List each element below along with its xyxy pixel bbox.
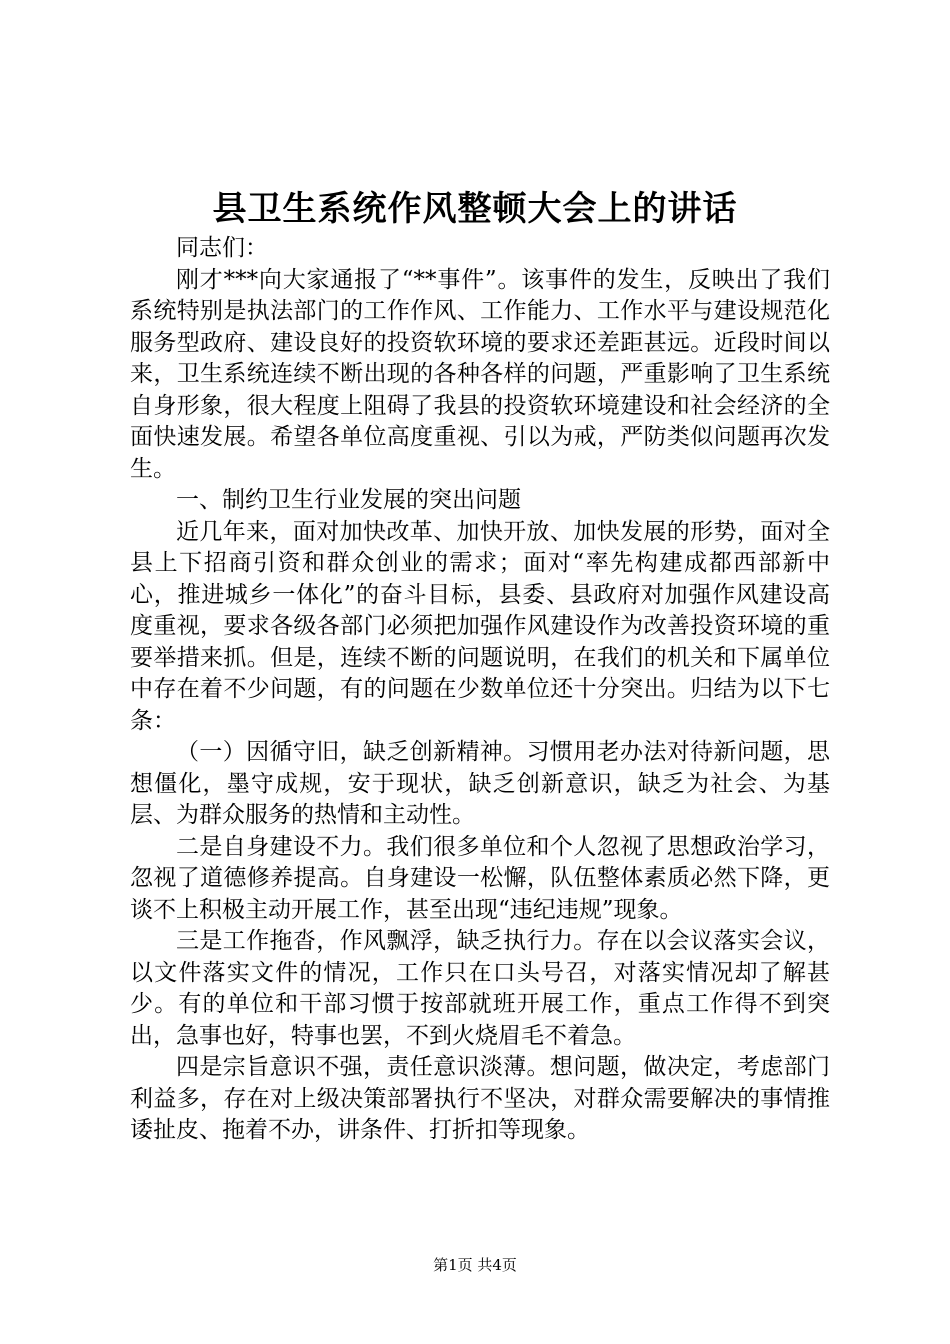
document-title: 县卫生系统作风整顿大会上的讲话 bbox=[212, 189, 738, 229]
paragraph-salutation: 同志们： bbox=[176, 235, 268, 261]
section-heading: 一、制约卫生行业发展的突出问题 bbox=[176, 487, 521, 513]
paragraph-problem-1: （一）因循守旧，缺乏创新精神。习惯用老办法对待新问题，思想僵化，墨守成规，安于现状，缺乏创新意识，缺乏为社会、为基层、为群众服务的热情和主动性。 bbox=[130, 739, 830, 828]
page-number-footer: 第1页 共4页 bbox=[433, 1256, 517, 1274]
paragraph-background: 近几年来，面对加快改革、加快开放、加快发展的形势，面对全县上下招商引资和群众创业的需求；面对“率先构建成都西部新中心，推进城乡一体化”的奋斗目标，县委、县政府对加强作风建设高度重视，要求各级各部门必须把加强作风建设作为改善投资环境的重要举措来抓。但是，连续不断的问题说明，在我们的机关和下属单位中存在着不少问题，有的问题在少数单位还十分突出。归结为以下七条： bbox=[130, 518, 830, 734]
paragraph-problem-4: 四是宗旨意识不强，责任意识淡薄。想问题，做决定，考虑部门利益多，存在对上级决策部署执行不坚决，对群众需要解决的事情推诿扯皮、拖着不办，讲条件、打折扣等现象。 bbox=[130, 1054, 830, 1143]
paragraph-intro: 刚才***向大家通报了“**事件”。该事件的发生，反映出了我们系统特别是执法部门的工作作风、工作能力、工作水平与建设规范化服务型政府、建设良好的投资软环境的要求还差距甚远。近段时间以来，卫生系统连续不断出现的各种各样的问题，严重影响了卫生系统自身形象，很大程度上阻碍了我县的投资软环境建设和社会经济的全面快速发展。希望各单位高度重视、引以为戒，严防类似问题再次发生。 bbox=[130, 266, 830, 482]
paragraph-problem-3: 三是工作拖沓，作风飘浮，缺乏执行力。存在以会议落实会议，以文件落实文件的情况，工作只在口头号召，对落实情况却了解甚少。有的单位和干部习惯于按部就班开展工作，重点工作得不到突出，急事也好，特事也罢，不到火烧眉毛不着急。 bbox=[130, 928, 830, 1049]
document-body bbox=[130, 233, 830, 1147]
paragraph-problem-2: 二是自身建设不力。我们很多单位和个人忽视了思想政治学习，忽视了道德修养提高。自身建设一松懈，队伍整体素质必然下降，更谈不上积极主动开展工作，甚至出现“违纪违规”现象。 bbox=[130, 833, 830, 923]
